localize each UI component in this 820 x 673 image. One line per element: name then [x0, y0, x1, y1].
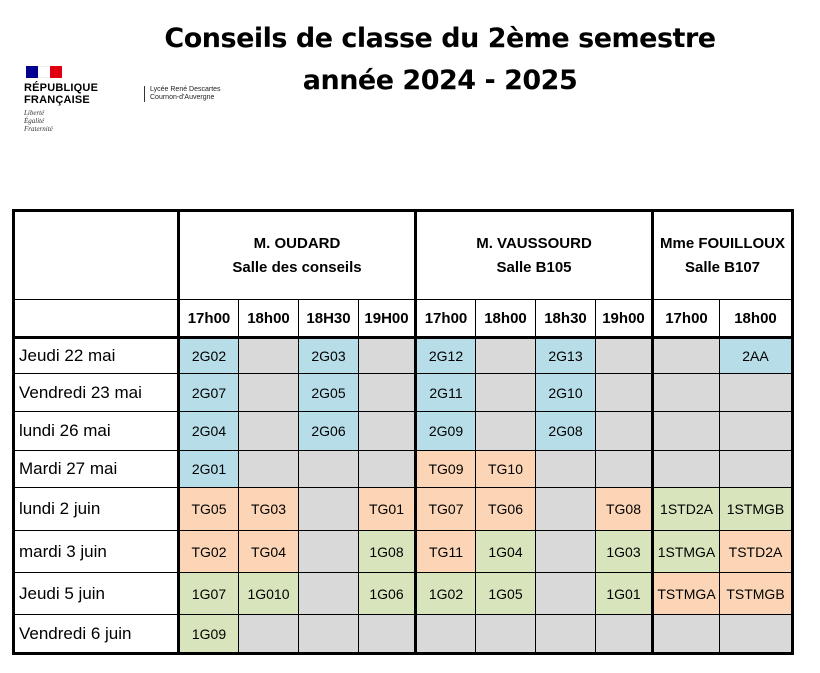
schedule-cell: TG05 [179, 488, 239, 531]
lycee-logo [144, 86, 221, 102]
schedule-cell: 1G01 [596, 573, 653, 615]
schedule-cell: 1STMGB [720, 488, 793, 531]
schedule-cell [536, 488, 596, 531]
schedule-cell [476, 374, 536, 412]
page-title [160, 18, 720, 102]
time-slot-header: 17h00 [416, 300, 476, 338]
table-row [14, 615, 793, 654]
schedule-cell: 1STMGA [653, 531, 720, 573]
teacher-header-vaussourd: M. VAUSSOURD Salle B105 [416, 211, 653, 300]
schedule-cell: 1G07 [179, 573, 239, 615]
schedule-cell: TG07 [416, 488, 476, 531]
time-slot-header: 17h00 [653, 300, 720, 338]
schedule-cell [720, 374, 793, 412]
schedule-cell: 2G08 [536, 412, 596, 451]
schedule-cell: 1G08 [359, 531, 416, 573]
schedule-cell [416, 615, 476, 654]
schedule-cell [476, 615, 536, 654]
schedule-cell: 2AA [720, 338, 793, 374]
schedule-cell: TG10 [476, 451, 536, 488]
flag-icon [26, 66, 62, 78]
logo-francaise: FRANÇAISE [24, 94, 90, 106]
schedule-cell [596, 615, 653, 654]
schedule-cell [596, 374, 653, 412]
teacher-header-row [14, 211, 793, 300]
schedule-cell [359, 338, 416, 374]
empty-corner [14, 211, 179, 300]
schedule-cell: 1G06 [359, 573, 416, 615]
schedule-cell: 2G05 [299, 374, 359, 412]
schedule-cell: TG11 [416, 531, 476, 573]
lycee-town: Cournon-d'Auvergne [150, 94, 215, 101]
logo-republique: RÉPUBLIQUE [24, 82, 99, 94]
schedule-cell [476, 412, 536, 451]
schedule-cell: TG01 [359, 488, 416, 531]
table-row [14, 573, 793, 615]
table-row [14, 531, 793, 573]
schedule-cell: TG06 [476, 488, 536, 531]
schedule-cell: 2G12 [416, 338, 476, 374]
time-slot-header: 18h00 [239, 300, 299, 338]
time-slot-header: 19h00 [596, 300, 653, 338]
schedule-cell [653, 412, 720, 451]
schedule-cell [476, 338, 536, 374]
schedule-cell [359, 412, 416, 451]
title-line-1: Conseils de classe du 2ème semestre [164, 23, 716, 54]
schedule-cell: 2G04 [179, 412, 239, 451]
schedule-cell: 1G03 [596, 531, 653, 573]
schedule-cell [720, 451, 793, 488]
schedule-cell [596, 412, 653, 451]
table-row [14, 412, 793, 451]
schedule-cell: 2G13 [536, 338, 596, 374]
schedule-cell: TG08 [596, 488, 653, 531]
empty-time-corner [14, 300, 179, 338]
schedule-cell: 2G03 [299, 338, 359, 374]
schedule-cell [536, 615, 596, 654]
schedule-cell [596, 451, 653, 488]
schedule-cell: 1G04 [476, 531, 536, 573]
schedule-cell: 1G09 [179, 615, 239, 654]
table-row [14, 451, 793, 488]
time-slot-header: 18h00 [720, 300, 793, 338]
schedule-cell: TSTMGB [720, 573, 793, 615]
schedule-cell: 2G11 [416, 374, 476, 412]
time-header-row [14, 300, 793, 338]
day-label: Vendredi 23 mai [14, 374, 179, 412]
schedule-cell [299, 573, 359, 615]
day-label: lundi 26 mai [14, 412, 179, 451]
schedule-cell [299, 451, 359, 488]
schedule-cell [720, 412, 793, 451]
schedule-table [12, 209, 794, 655]
schedule-cell: 1STD2A [653, 488, 720, 531]
schedule-cell: 1G010 [239, 573, 299, 615]
day-label: Vendredi 6 juin [14, 615, 179, 654]
teacher-header-fouilloux: Mme FOUILLOUX Salle B107 [653, 211, 793, 300]
schedule-cell [239, 374, 299, 412]
time-slot-header: 17h00 [179, 300, 239, 338]
day-label: Jeudi 22 mai [14, 338, 179, 374]
schedule-cell: 1G02 [416, 573, 476, 615]
time-slot-header: 19H00 [359, 300, 416, 338]
schedule-cell [299, 488, 359, 531]
day-label: mardi 3 juin [14, 531, 179, 573]
time-slot-header: 18h00 [476, 300, 536, 338]
schedule-cell [720, 615, 793, 654]
schedule-cell [239, 451, 299, 488]
schedule-cell [359, 374, 416, 412]
schedule-cell: TG03 [239, 488, 299, 531]
lycee-name: Lycée René Descartes [150, 86, 221, 93]
schedule-cell [536, 573, 596, 615]
schedule-cell: TG09 [416, 451, 476, 488]
schedule-cell [359, 615, 416, 654]
schedule-cell: 1G05 [476, 573, 536, 615]
table-row [14, 488, 793, 531]
time-slot-header: 18H30 [299, 300, 359, 338]
schedule-cell: 2G02 [179, 338, 239, 374]
schedule-cell [299, 615, 359, 654]
schedule-cell: TG02 [179, 531, 239, 573]
schedule-cell [653, 451, 720, 488]
schedule-cell [239, 615, 299, 654]
schedule-cell: 2G06 [299, 412, 359, 451]
day-label: Mardi 27 mai [14, 451, 179, 488]
title-line-2: année 2024 - 2025 [302, 65, 578, 96]
schedule-cell: 2G09 [416, 412, 476, 451]
day-label: lundi 2 juin [14, 488, 179, 531]
schedule-cell [536, 531, 596, 573]
schedule-cell [536, 451, 596, 488]
schedule-cell [299, 531, 359, 573]
schedule-cell: 2G10 [536, 374, 596, 412]
schedule-cell [239, 412, 299, 451]
schedule-cell: 2G07 [179, 374, 239, 412]
schedule-cell [653, 374, 720, 412]
republique-francaise-logo [24, 66, 134, 133]
teacher-header-oudard: M. OUDARD Salle des conseils [179, 211, 416, 300]
schedule-cell [596, 338, 653, 374]
schedule-cell: TSTD2A [720, 531, 793, 573]
table-row [14, 374, 793, 412]
schedule-cell: TG04 [239, 531, 299, 573]
schedule-cell [239, 338, 299, 374]
schedule-cell [653, 615, 720, 654]
day-label: Jeudi 5 juin [14, 573, 179, 615]
schedule-cell: TSTMGA [653, 573, 720, 615]
time-slot-header: 18h30 [536, 300, 596, 338]
schedule-cell [653, 338, 720, 374]
schedule-cell: 2G01 [179, 451, 239, 488]
table-row [14, 338, 793, 374]
logo-motto: Liberté Égalité Fraternité [24, 109, 53, 133]
schedule-cell [359, 451, 416, 488]
